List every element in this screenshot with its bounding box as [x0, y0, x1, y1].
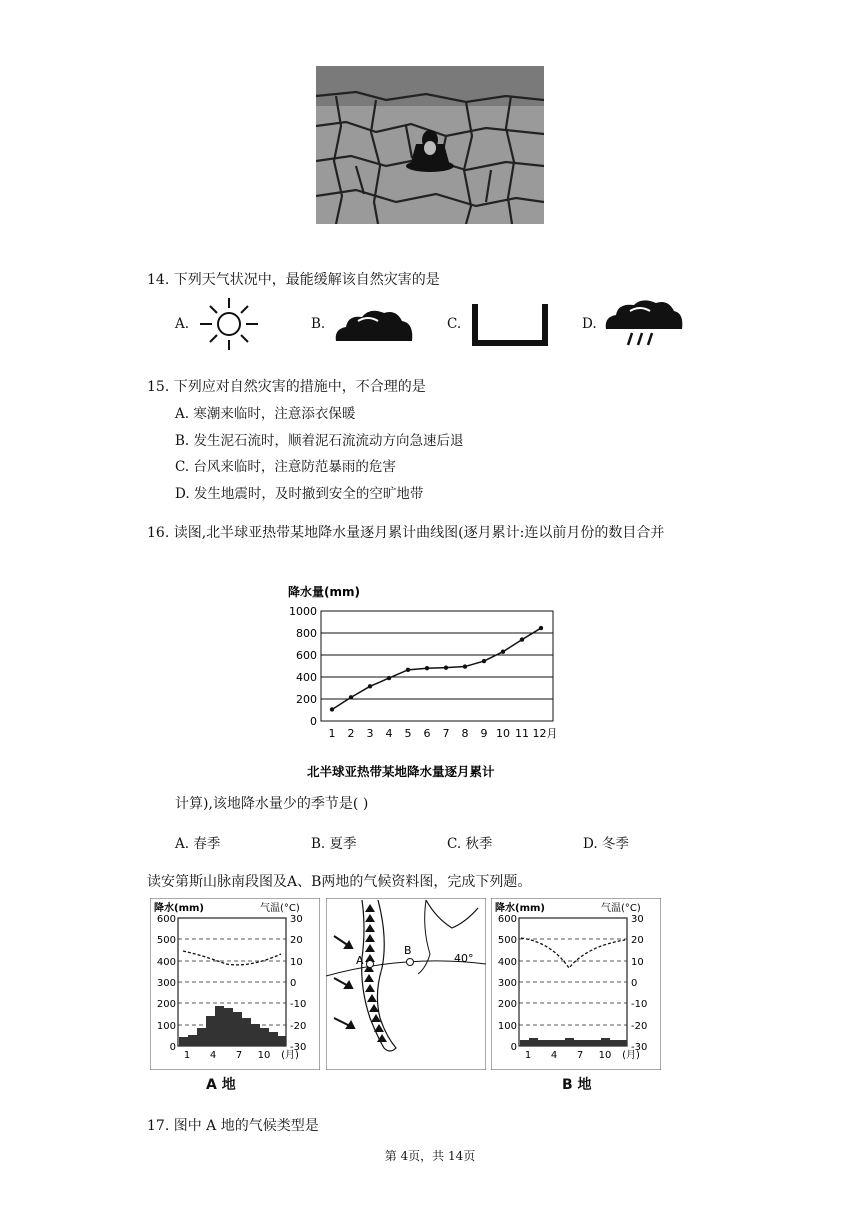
x-tick-label: 11 [515, 727, 529, 740]
b-right-tick: 10 [631, 957, 644, 968]
data-point [406, 668, 410, 672]
q16-option-a: A. 春季 [175, 836, 221, 852]
b-left-tick: 100 [497, 1021, 517, 1032]
b-left-tick: 0 [510, 1042, 517, 1053]
x-tick-label: 10 [496, 727, 510, 740]
data-point [330, 707, 334, 711]
y-tick-label: 400 [296, 671, 317, 684]
b-right-tick: 0 [631, 978, 638, 989]
b-right-tick: -20 [631, 1021, 648, 1032]
question-15: 15. 下列应对自然灾害的措施中，不合理的是 [147, 379, 426, 395]
a-left-tick: 400 [156, 957, 176, 968]
plot-frame [321, 611, 553, 721]
data-point [482, 659, 486, 663]
x-tick-label: 2 [347, 727, 355, 740]
a-right-tick: -20 [290, 1021, 307, 1032]
a-left-tick: 100 [156, 1021, 176, 1032]
x-tick-label: 3 [366, 727, 374, 740]
b-x-tick: 1 [524, 1050, 532, 1061]
x-tick-label: 1 [328, 727, 336, 740]
a-x-tick: 7 [235, 1050, 243, 1061]
a-right-tick: 10 [290, 957, 303, 968]
x-tick-label: 9 [480, 727, 488, 740]
a-x-tick: 10 [257, 1050, 271, 1061]
map-label-a: A [356, 954, 364, 967]
b-left-tick: 500 [497, 935, 517, 946]
q14-option-d-label: D. [582, 316, 597, 332]
x-tick-label: 5 [404, 727, 412, 740]
b-right-tick: -10 [631, 999, 648, 1010]
overcast-icon [472, 304, 548, 350]
drought-photo [316, 66, 544, 224]
sunny-icon [200, 298, 258, 354]
precip-label: 降水(mm) [154, 903, 204, 914]
a-right-tick: 20 [290, 935, 303, 946]
b-left-tick: 400 [497, 957, 517, 968]
a-x-tick: (月) [281, 1050, 299, 1061]
y-tick-label: 200 [296, 693, 317, 706]
x-tick-label: 12月 [532, 727, 558, 740]
y-tick-label: 600 [296, 649, 317, 662]
a-left-tick: 0 [169, 1042, 176, 1053]
cloudy-icon [334, 307, 414, 347]
b-x-tick: (月) [622, 1050, 640, 1061]
b-x-tick: 10 [598, 1050, 612, 1061]
data-point [520, 637, 524, 641]
question-16: 16. 读图,北半球亚热带某地降水量逐月累计曲线图(逐月累计:连以前月份的数目合并 [147, 525, 665, 541]
page-footer: 第 4页，共 14页 [384, 1149, 476, 1163]
data-point [501, 650, 505, 654]
a-right-tick: 30 [290, 914, 303, 925]
caption-a: A 地 [206, 1077, 236, 1093]
map-lat: 40° [454, 952, 474, 965]
andes-intro: 读安第斯山脉南段图及A、B两地的气候资料图，完成下列题。 [147, 874, 532, 890]
a-x-tick: 4 [209, 1050, 217, 1061]
b-right-tick: 30 [631, 914, 644, 925]
q16-option-d: D. 冬季 [583, 836, 629, 852]
data-point [387, 676, 391, 680]
cumulative-precip-chart [280, 580, 570, 794]
b-left-tick: 600 [497, 914, 517, 925]
a-x-tick: 1 [183, 1050, 191, 1061]
precip-label: 降水(mm) [495, 903, 545, 914]
data-point [425, 666, 429, 670]
question-16-continuation: 计算),该地降水量少的季节是( ) [175, 796, 369, 812]
data-point [444, 665, 448, 669]
x-tick-label: 7 [442, 727, 450, 740]
x-tick-label: 8 [461, 727, 469, 740]
b-left-tick: 300 [497, 978, 517, 989]
q15-option-c: C. 台风来临时，注意防范暴雨的危害 [175, 459, 396, 475]
b-x-tick: 7 [576, 1050, 584, 1061]
q15-option-b: B. 发生泥石流时，顺着泥石流流动方向急速后退 [175, 433, 464, 449]
q14-option-b-label: B. [311, 316, 326, 332]
climate-chart-b [491, 898, 661, 1074]
q16-option-c: C. 秋季 [447, 836, 493, 852]
chart-ylabel: 降水量(mm) [288, 585, 360, 599]
question-14: 14. 下列天气状况中，最能缓解该自然灾害的是 [147, 272, 440, 288]
a-right-tick: -10 [290, 999, 307, 1010]
q14-option-c-label: C. [447, 316, 462, 332]
b-x-tick: 4 [550, 1050, 558, 1061]
data-point [539, 626, 543, 630]
temp-label: 气温(°C) [260, 903, 300, 914]
series-line [332, 628, 541, 709]
data-point [368, 684, 372, 688]
andes-map [326, 898, 486, 1074]
a-left-tick: 300 [156, 978, 176, 989]
question-17: 17. 图中 A 地的气候类型是 [147, 1118, 319, 1134]
y-tick-label: 800 [296, 627, 317, 640]
b-left-tick: 200 [497, 999, 517, 1010]
climate-chart-a [150, 898, 320, 1074]
data-point [463, 664, 467, 668]
data-point [349, 695, 353, 699]
x-tick-label: 6 [423, 727, 431, 740]
x-tick-label: 4 [385, 727, 393, 740]
temp-label: 气温(°C) [601, 903, 641, 914]
b-right-tick: 20 [631, 935, 644, 946]
chart-title: 北半球亚热带某地降水量逐月累计 [307, 764, 495, 779]
caption-b: B 地 [562, 1077, 592, 1093]
y-tick-label: 0 [310, 715, 317, 728]
a-right-tick: 0 [290, 978, 297, 989]
a-left-tick: 500 [156, 935, 176, 946]
q16-option-b: B. 夏季 [311, 836, 357, 852]
q15-option-a: A. 寒潮来临时，注意添衣保暖 [175, 406, 356, 422]
q15-option-d: D. 发生地震时，及时撤到安全的空旷地带 [175, 486, 424, 502]
q14-option-a-label: A. [175, 316, 190, 332]
a-left-tick: 600 [156, 914, 176, 925]
y-tick-label: 1000 [289, 605, 317, 618]
map-label-b: B [404, 944, 412, 957]
a-left-tick: 200 [156, 999, 176, 1010]
rain-icon [604, 299, 684, 351]
b-right-tick: -30 [631, 1042, 648, 1053]
a-right-tick: -30 [290, 1042, 307, 1053]
